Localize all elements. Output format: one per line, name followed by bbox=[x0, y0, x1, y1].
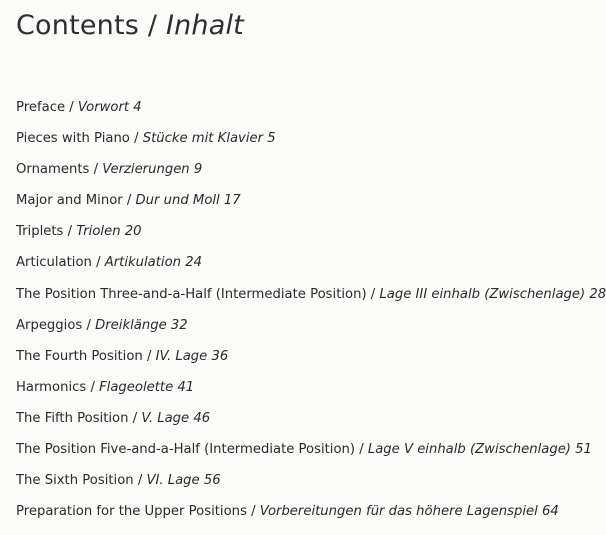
title-separator: / bbox=[139, 10, 166, 41]
table-of-contents bbox=[16, 98, 606, 533]
toc-entry-separator: / bbox=[128, 410, 142, 426]
toc-entry bbox=[16, 222, 606, 253]
toc-entry-page-number: 64 bbox=[541, 504, 559, 520]
toc-entry-german-title: Dur und Moll bbox=[135, 193, 220, 209]
toc-entry-page-number: 9 bbox=[193, 162, 203, 178]
toc-entry-english-title: Preparation for the Upper Positions bbox=[16, 504, 247, 520]
toc-entry-german-title: V. Lage bbox=[141, 410, 190, 426]
toc-entry bbox=[16, 502, 606, 533]
toc-entry-page-number: 28 bbox=[589, 286, 606, 302]
toc-entry bbox=[16, 440, 606, 471]
toc-entry-page-number: 56 bbox=[203, 473, 221, 489]
toc-entry-page-number: 32 bbox=[170, 317, 188, 333]
toc-entry-english-title: Arpeggios bbox=[16, 317, 83, 333]
toc-entry-english-title: Articulation bbox=[16, 255, 92, 271]
toc-entry-separator: / bbox=[142, 348, 156, 364]
toc-entry-separator: / bbox=[129, 131, 143, 147]
toc-entry-page-number: 20 bbox=[124, 224, 142, 240]
toc-entry-english-title: The Sixth Position bbox=[16, 473, 134, 489]
title-german: Inhalt bbox=[165, 10, 244, 41]
toc-entry bbox=[16, 378, 606, 409]
toc-entry-page-number: 51 bbox=[575, 442, 592, 458]
toc-entry-separator: / bbox=[89, 162, 103, 178]
toc-entry bbox=[16, 253, 606, 284]
toc-entry-english-title: Pieces with Piano bbox=[16, 131, 130, 147]
toc-entry bbox=[16, 347, 606, 378]
toc-entry-english-title: The Fifth Position bbox=[16, 410, 129, 426]
toc-entry-english-title: The Fourth Position bbox=[16, 348, 143, 364]
toc-entry-separator: / bbox=[86, 379, 100, 395]
toc-entry bbox=[16, 285, 606, 316]
toc-entry bbox=[16, 129, 606, 160]
toc-entry-german-title: Dreiklänge bbox=[95, 317, 167, 333]
toc-entry-separator: / bbox=[82, 317, 96, 333]
toc-entry bbox=[16, 98, 606, 129]
toc-entry-german-title: Lage V einhalb (Zwischenlage) bbox=[367, 442, 571, 458]
toc-entry-german-title: Lage III einhalb (Zwischenlage) bbox=[379, 286, 586, 302]
toc-entry-english-title: Ornaments bbox=[16, 162, 90, 178]
toc-entry-german-title: Verzierungen bbox=[102, 162, 190, 178]
toc-entry bbox=[16, 471, 606, 502]
toc-entry-english-title: Major and Minor bbox=[16, 193, 123, 209]
toc-entry-page-number: 17 bbox=[223, 193, 241, 209]
toc-entry-english-title: Harmonics bbox=[16, 379, 87, 395]
toc-entry-english-title: Preface bbox=[16, 100, 66, 115]
title-english: Contents bbox=[16, 10, 140, 41]
toc-entry-page-number: 4 bbox=[133, 100, 142, 115]
toc-entry-german-title: VI. Lage bbox=[146, 473, 200, 489]
toc-entry-page-number: 24 bbox=[185, 255, 202, 271]
toc-entry-separator: / bbox=[133, 473, 147, 489]
toc-entry bbox=[16, 409, 606, 440]
toc-entry-separator: / bbox=[366, 286, 380, 302]
toc-entry-separator: / bbox=[65, 100, 78, 115]
toc-entry-page-number: 46 bbox=[193, 410, 211, 426]
toc-entry-separator: / bbox=[355, 442, 368, 458]
toc-entry-page-number: 5 bbox=[267, 131, 276, 147]
page-title bbox=[16, 10, 244, 41]
toc-entry-separator: / bbox=[246, 504, 260, 520]
toc-entry-separator: / bbox=[91, 255, 105, 271]
toc-entry-german-title: Stücke mit Klavier bbox=[142, 131, 264, 147]
toc-entry-separator: / bbox=[122, 193, 136, 209]
toc-entry-german-title: Triolen bbox=[76, 224, 121, 240]
toc-entry bbox=[16, 316, 606, 347]
toc-entry-german-title: Flageolette bbox=[99, 379, 174, 395]
toc-entry-german-title: Artikulation bbox=[104, 255, 182, 271]
toc-entry-separator: / bbox=[63, 224, 77, 240]
toc-entry-german-title: IV. Lage bbox=[155, 348, 208, 364]
toc-entry-page-number: 41 bbox=[177, 379, 195, 395]
toc-entry-english-title: Triplets bbox=[16, 224, 64, 240]
toc-entry-german-title: Vorwort bbox=[77, 100, 130, 115]
toc-entry-page-number: 36 bbox=[211, 348, 229, 364]
toc-entry-german-title: Vorbereitungen für das höhere Lagenspiel bbox=[259, 504, 538, 520]
toc-entry bbox=[16, 191, 606, 222]
toc-entry-english-title: The Position Five-and-a-Half (Intermediate Position) bbox=[16, 442, 356, 458]
toc-entry-english-title: The Position Three-and-a-Half (Intermediate Position) bbox=[16, 286, 367, 302]
toc-entry bbox=[16, 160, 606, 191]
